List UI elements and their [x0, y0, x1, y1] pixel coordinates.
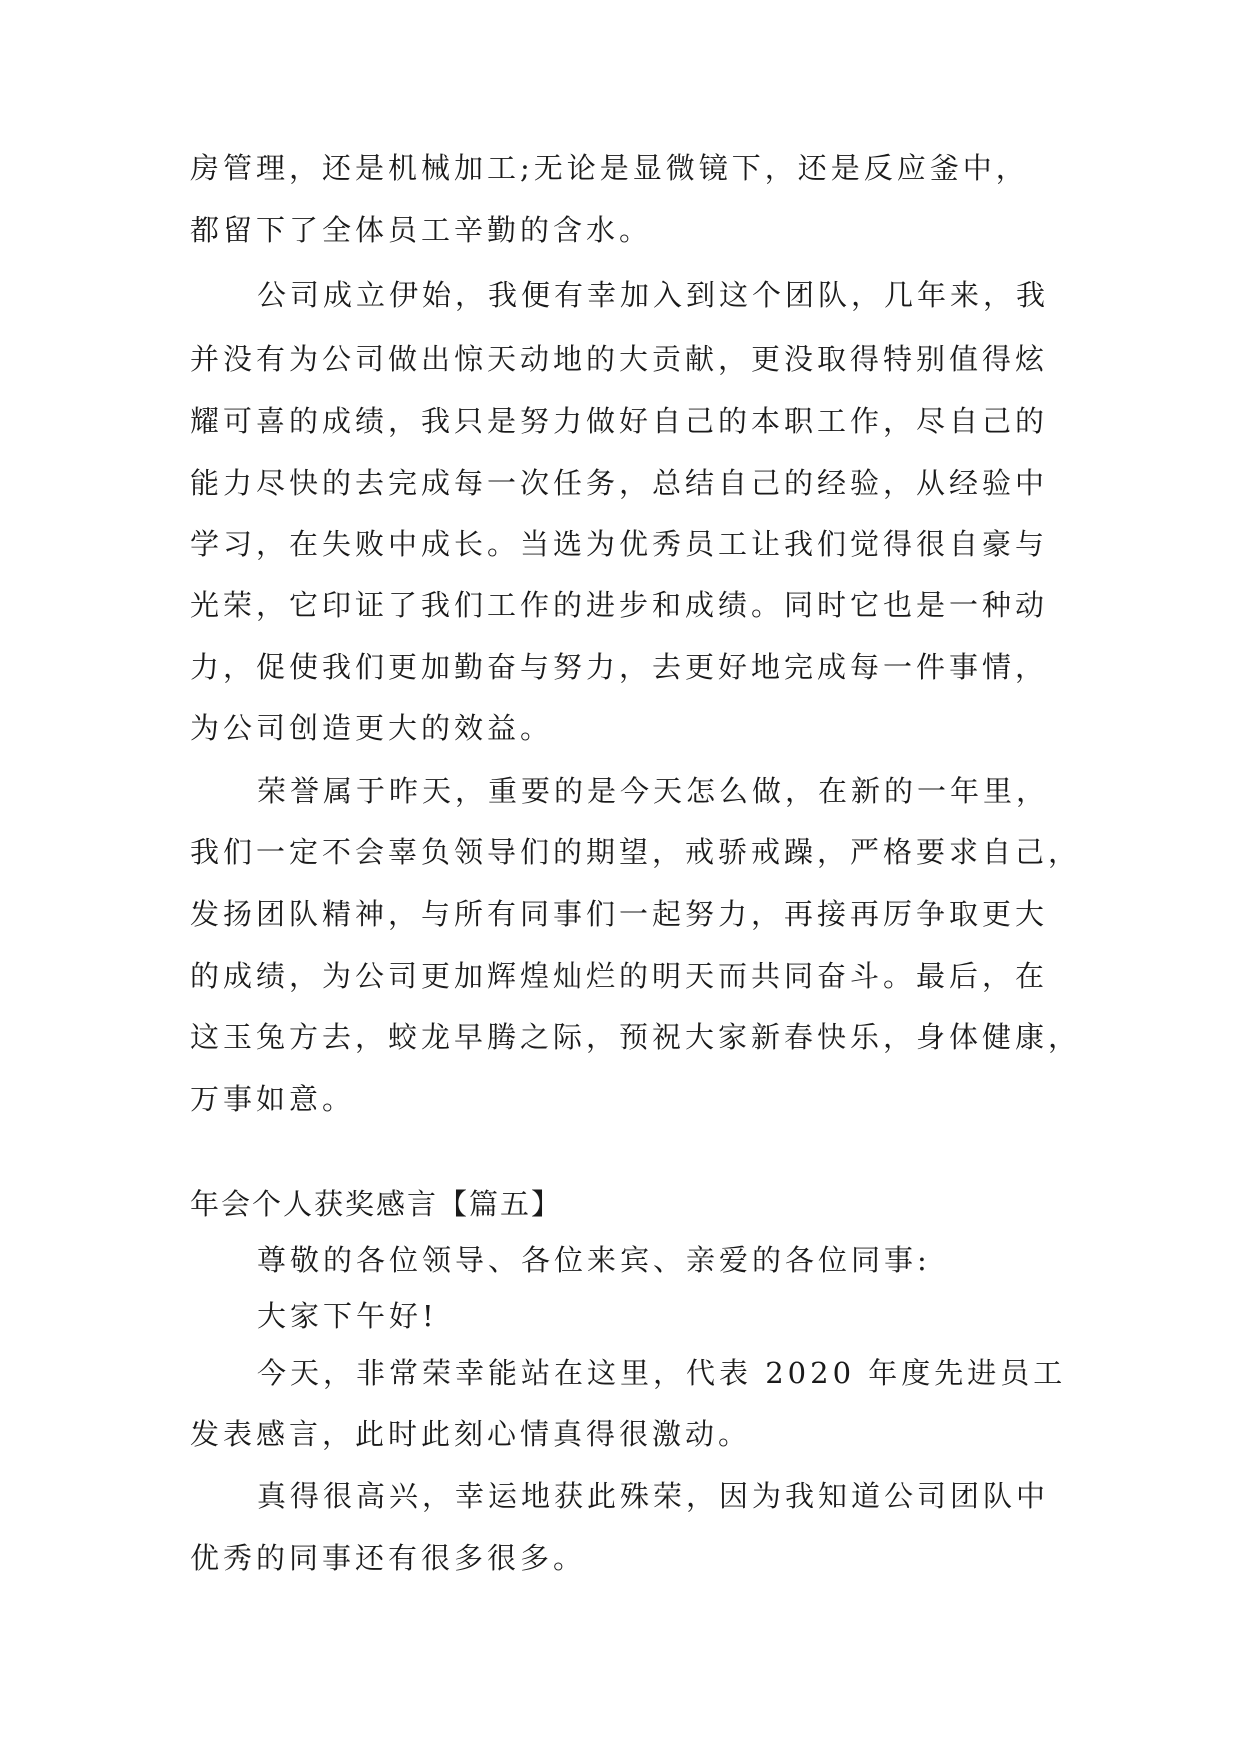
speech-paragraph-1-line-2: 发表感言，此时此刻心情真得很激动。	[190, 1417, 752, 1451]
paragraph-2-line-4: 能力尽快的去完成每一次任务，总结自己的经验，从经验中	[190, 466, 1049, 500]
speech-salutation: 尊敬的各位领导、各位来宾、亲爱的各位同事:	[257, 1243, 931, 1277]
paragraph-2-line-1: 公司成立伊始，我便有幸加入到这个团队，几年来，我	[257, 278, 1050, 312]
paragraph-3-line-6: 万事如意。	[190, 1082, 356, 1116]
paragraph-1-line-2: 都留下了全体员工辛勤的含水。	[190, 213, 653, 247]
speech-paragraph-1-line-1: 今天，非常荣幸能站在这里，代表 2020 年度先进员工	[257, 1356, 1067, 1390]
paragraph-2-line-3: 耀可喜的成绩，我只是努力做好自己的本职工作，尽自己的	[190, 404, 1049, 438]
speech-greeting: 大家下午好!	[257, 1299, 438, 1333]
speech-paragraph-2-line-1: 真得很高兴，幸运地获此殊荣，因为我知道公司团队中	[257, 1479, 1050, 1513]
section-title: 年会个人获奖感言【篇五】	[190, 1187, 563, 1221]
paragraph-2-line-6: 光荣，它印证了我们工作的进步和成绩。同时它也是一种动	[190, 588, 1049, 622]
paragraph-3-line-3: 发扬团队精神，与所有同事们一起努力，再接再厉争取更大	[190, 897, 1049, 931]
paragraph-3-line-5: 这玉兔方去，蛟龙早腾之际，预祝大家新春快乐，身体健康，	[190, 1020, 1082, 1054]
paragraph-1-line-1: 房管理，还是机械加工;无论是显微镜下，还是反应釜中，	[190, 151, 1029, 185]
paragraph-3-line-4: 的成绩，为公司更加辉煌灿烂的明天而共同奋斗。最后，在	[190, 959, 1049, 993]
paragraph-2-line-2: 并没有为公司做出惊天动地的大贡献，更没取得特别值得炫	[190, 342, 1049, 376]
paragraph-2-line-5: 学习，在失败中成长。当选为优秀员工让我们觉得很自豪与	[190, 527, 1049, 561]
paragraph-2-line-8: 为公司创造更大的效益。	[190, 711, 554, 745]
speech-paragraph-2-line-2: 优秀的同事还有很多很多。	[190, 1541, 587, 1575]
paragraph-2-line-7: 力，促使我们更加勤奋与努力，去更好地完成每一件事情，	[190, 650, 1049, 684]
paragraph-3-line-1: 荣誉属于昨天，重要的是今天怎么做，在新的一年里，	[257, 774, 1050, 808]
paragraph-3-line-2: 我们一定不会辜负领导们的期望，戒骄戒躁，严格要求自己，	[190, 835, 1082, 869]
